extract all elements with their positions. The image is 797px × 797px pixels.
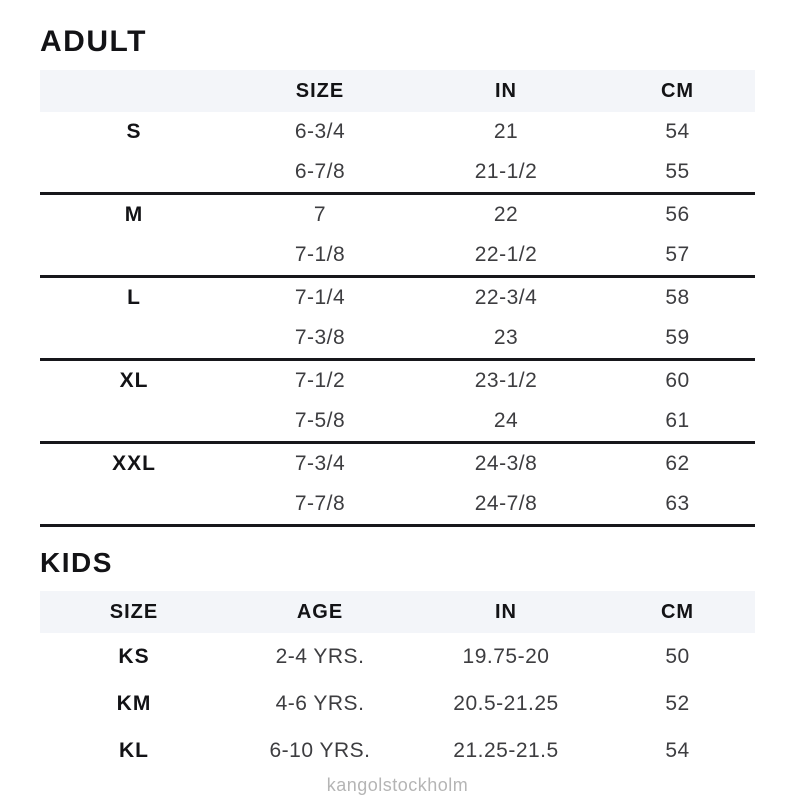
value-cell: 50 — [665, 644, 690, 668]
adult-size-group — [40, 444, 755, 527]
value-cell: 60 — [665, 369, 690, 392]
kids-header-cm: CM — [660, 600, 695, 623]
value-cell: 4-6 YRS. — [275, 691, 365, 715]
kids-table-body — [40, 633, 755, 774]
table-row — [40, 444, 755, 484]
value-cell: 19.75-20 — [462, 644, 550, 668]
value-cell: 7-5/8 — [294, 409, 346, 432]
value-cell: 21.25-21.5 — [453, 738, 559, 762]
value-cell: 57 — [665, 243, 690, 266]
adult-size-group — [40, 278, 755, 361]
table-row — [40, 633, 755, 680]
value-cell: 7 — [313, 203, 327, 226]
value-cell: 22 — [493, 203, 519, 226]
size-label-cell: XL — [119, 369, 149, 392]
value-cell: 21-1/2 — [474, 160, 538, 183]
adult-size-group — [40, 112, 755, 195]
kids-header-in: IN — [495, 600, 517, 623]
value-cell: 7-1/2 — [294, 369, 346, 392]
table-row — [40, 484, 755, 524]
value-cell: 2-4 YRS. — [275, 644, 365, 668]
value-cell: 24-3/8 — [474, 452, 538, 475]
value-cell: 63 — [665, 492, 690, 515]
value-cell: 7-3/8 — [294, 326, 346, 349]
adult-header-size: SIZE — [295, 79, 345, 102]
kids-header-age: AGE — [296, 600, 344, 623]
table-row — [40, 318, 755, 358]
value-cell: 61 — [665, 409, 690, 432]
kids-section-title: KIDS — [40, 547, 113, 578]
adult-header-cm: CM — [660, 79, 695, 102]
value-cell: 52 — [665, 691, 690, 715]
table-row — [40, 680, 755, 727]
kids-size-table — [40, 591, 755, 774]
value-cell: 55 — [665, 160, 690, 183]
size-label-cell: S — [126, 120, 142, 143]
value-cell: 20.5-21.25 — [453, 691, 559, 715]
value-cell: 62 — [665, 452, 690, 475]
size-label-cell: KL — [119, 738, 149, 762]
value-cell: 24-7/8 — [474, 492, 538, 515]
size-label-cell: KM — [116, 691, 152, 715]
table-row — [40, 278, 755, 318]
value-cell: 22-1/2 — [474, 243, 538, 266]
value-cell: 23-1/2 — [474, 369, 538, 392]
adult-header-in: IN — [495, 79, 517, 102]
size-label-cell: KS — [118, 644, 150, 668]
table-row — [40, 361, 755, 401]
size-label-cell: L — [127, 286, 141, 309]
kids-table-header-row — [40, 591, 755, 633]
value-cell: 22-3/4 — [474, 286, 538, 309]
store-watermark: kangolstockholm — [326, 775, 469, 795]
table-row — [40, 152, 755, 192]
kids-header-size: SIZE — [109, 600, 159, 623]
value-cell: 6-7/8 — [294, 160, 346, 183]
adult-section-title: ADULT — [40, 25, 147, 58]
adult-table-body — [40, 112, 755, 527]
value-cell: 54 — [665, 738, 690, 762]
value-cell: 23 — [493, 326, 519, 349]
adult-size-table — [40, 70, 755, 527]
table-row — [40, 195, 755, 235]
value-cell: 7-1/8 — [294, 243, 346, 266]
value-cell: 7-1/4 — [294, 286, 346, 309]
adult-table-header-row — [40, 70, 755, 112]
adult-size-group — [40, 195, 755, 278]
table-row — [40, 235, 755, 275]
table-row — [40, 112, 755, 152]
value-cell: 7-3/4 — [294, 452, 346, 475]
size-label-cell: XXL — [112, 452, 156, 475]
table-row — [40, 727, 755, 774]
value-cell: 7-7/8 — [294, 492, 346, 515]
value-cell: 56 — [665, 203, 690, 226]
size-label-cell: M — [124, 203, 144, 226]
value-cell: 21 — [493, 120, 519, 143]
value-cell: 24 — [493, 409, 519, 432]
adult-size-group — [40, 361, 755, 444]
value-cell: 6-3/4 — [294, 120, 346, 143]
value-cell: 54 — [665, 120, 690, 143]
value-cell: 58 — [665, 286, 690, 309]
value-cell: 59 — [665, 326, 690, 349]
value-cell: 6-10 YRS. — [269, 738, 371, 762]
table-row — [40, 401, 755, 441]
